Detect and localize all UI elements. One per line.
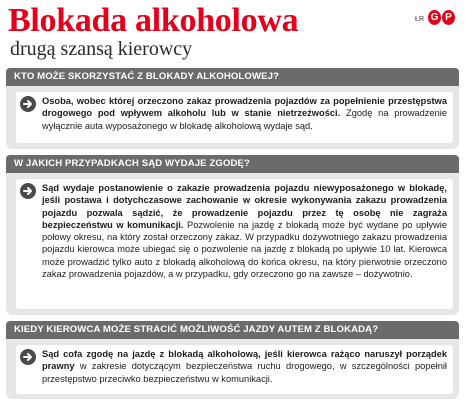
- section-text: [42, 348, 447, 385]
- page-title: Blokada alkoholowa: [8, 2, 299, 39]
- logo-letter: P: [442, 10, 455, 25]
- section-card: [16, 345, 453, 394]
- section-card: [16, 92, 453, 143]
- logo-letter: G: [428, 10, 441, 25]
- section-who: [6, 68, 459, 149]
- header: [8, 2, 458, 60]
- section-text: [42, 95, 447, 132]
- section-text-body: Zgodę na prowadzenie wyłącznie auta wyposażonego w blokadę alkoholową wydaje sąd.: [42, 108, 447, 131]
- section-text-bold: Sąd cofa zgodę na jazdę z blokadą alkoholową, jeśli kierowca rażąco naruszył porządek prawny: [42, 349, 447, 372]
- section-revoke: [6, 321, 459, 399]
- section-text-body: w zakresie dotyczącym bezpieczeństwa ruchu drogowego, w szczególności popełnił przestępstwo przeciwko bezpieczeństwu w komunikacji.: [42, 361, 447, 384]
- section-when: [6, 155, 459, 315]
- publisher-logo: [428, 10, 456, 26]
- author-credit: ŁR: [415, 16, 424, 23]
- section-text-bold: Sąd wydaje postanowienie o zakazie prowadzenia pojazdu niewyposażonego w blokadę, jeśli postawa i dotychczasowe zachowanie w okresie wykonywania zakazu prowadzenia pojazdu pozwala sądzić, że prowadzenie pojazdu przez tę osobę nie zagraża bezpieczeństwu w komunikacji.: [42, 183, 447, 230]
- arrow-right-icon: [20, 349, 36, 365]
- section-card: [16, 179, 453, 309]
- arrow-right-icon: [20, 183, 36, 199]
- section-text: [42, 182, 447, 280]
- arrow-right-icon: [20, 96, 36, 112]
- page-subtitle: drugą szansą kierowcy: [10, 38, 193, 60]
- section-heading: KIEDY KIEROWCA MOŻE STRACIĆ MOŻLIWOŚĆ JAZDY AUTEM Z BLOKADĄ?: [6, 321, 459, 339]
- section-heading: W JAKICH PRZYPADKACH SĄD WYDAJE ZGODĘ?: [6, 155, 459, 173]
- section-text-bold: Osoba, wobec której orzeczono zakaz prowadzenia pojazdów za popełnienie przestępstwa drogowego pod wpływem alkoholu lub w stanie nietrzeźwości.: [42, 96, 447, 119]
- section-text-body: Pozwolenie na jazdę z blokadą może być wydane po upływie połowy okresu, na który został orzeczony zakaz. W przypadku dożywotniego zakazu prowadzenia pojazdu kierowca może ubiegać się o pozwolenie na jazdę z blokadą po upływie 10 lat. Kierowca może prowadzić tylko auto z blokadą alkoholową do końca okresu, na który pierwotnie orzeczono zakaz prowadzenia pojazdów, a w przypadku, gdy orzeczono go na zawsze – dożywotnio.: [42, 219, 447, 280]
- section-heading: KTO MOŻE SKORZYSTAĆ Z BLOKADY ALKOHOLOWEJ?: [6, 68, 459, 86]
